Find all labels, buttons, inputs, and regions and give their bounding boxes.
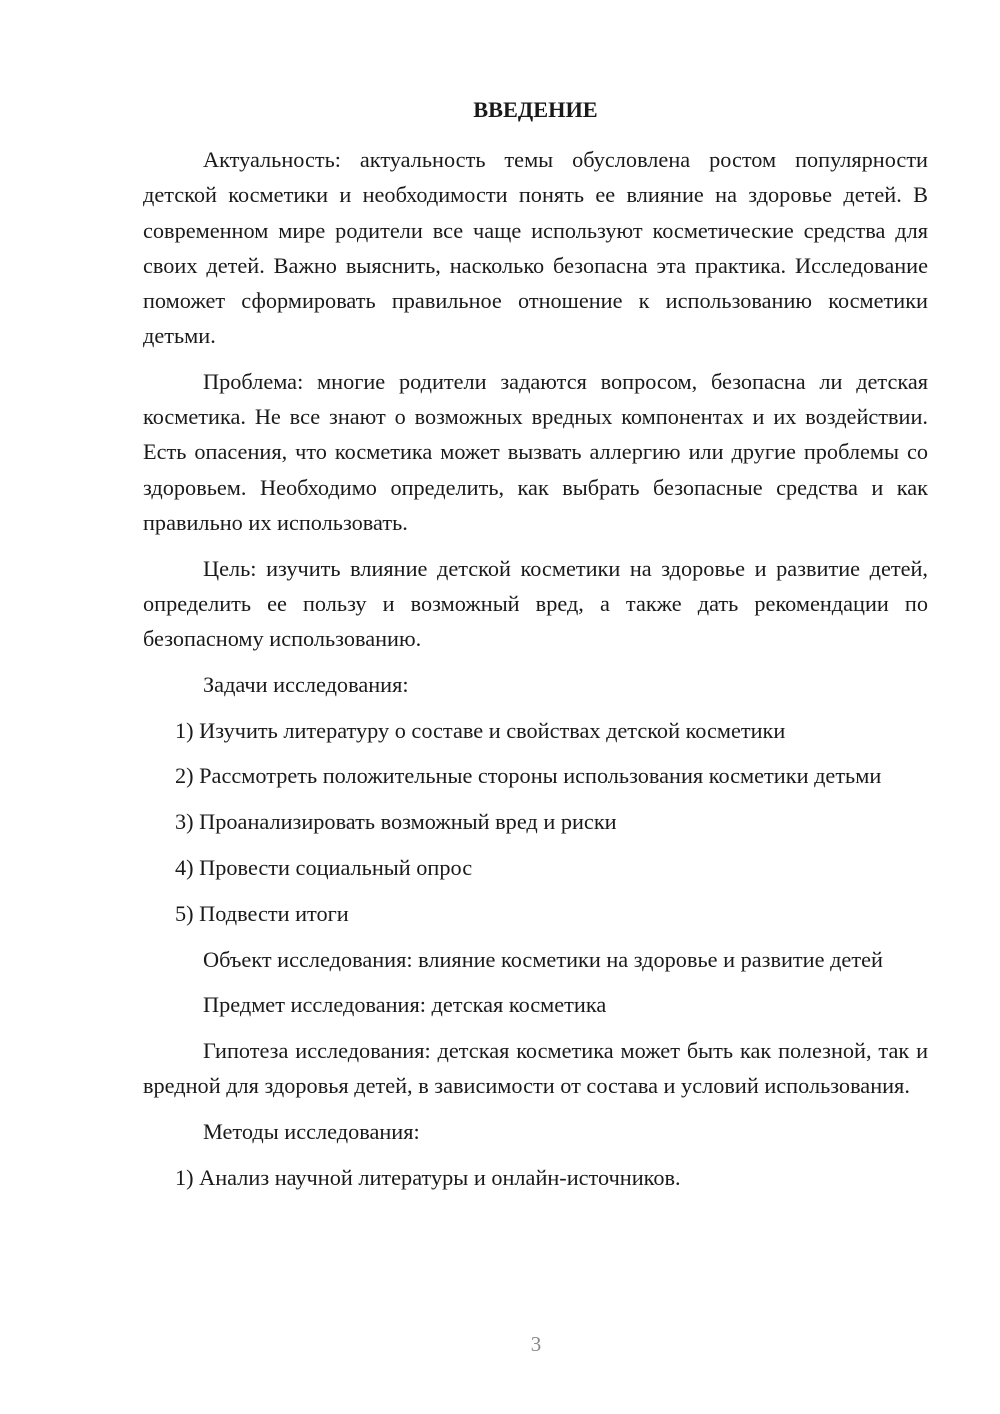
list-item: 1) Изучить литературу о составе и свойствах детской косметики — [175, 717, 786, 743]
list-item: 4) Провести социальный опрос — [175, 855, 473, 881]
section-title: ВВЕДЕНИЕ — [473, 97, 598, 122]
list-item: 3) Проанализировать возможный вред и риски — [175, 809, 617, 835]
paragraph: Методы исследования: — [203, 1119, 420, 1145]
paragraph: Цель: изучить влияние детской косметики на здоровье и развитие детей, определить ее пользу и возможный вред, а также дать рекомендации по безопасному использованию. — [143, 555, 928, 652]
paragraph: Задачи исследования: — [203, 671, 409, 697]
paragraph: Проблема: многие родители задаются вопросом, безопасна ли детская косметика. Не все знают о возможных вредных компонентах и их воздействии. Есть опасения, что косметика может вызвать аллергию или другие проблемы со здоровьем. Необходимо определить, как выбрать безопасные средства и как правильно их использовать. — [143, 369, 928, 535]
page-number: 3 — [530, 1332, 542, 1356]
paragraph: Предмет исследования: детская косметика — [203, 992, 607, 1018]
paragraph: Актуальность: актуальность темы обусловлена ростом популярности детской косметики и необходимости понять ее влияние на здоровье детей. В современном мире родители все чаще используют косметические средства для своих детей. Важно выяснить, насколько безопасна эта практика. Исследование поможет сформировать правильное отношение к использованию косметики детьми. — [143, 147, 928, 349]
list-item: 5) Подвести итоги — [175, 900, 349, 926]
paragraph: Объект исследования: влияние косметики на здоровье и развитие детей — [203, 946, 883, 972]
list-item: 2) Рассмотреть положительные стороны использования косметики детьми — [175, 763, 882, 789]
body-text — [143, 142, 928, 1195]
paragraph: Гипотеза исследования: детская косметика может быть как полезной, так и вредной для здоровья детей, в зависимости от состава и условий использования. — [143, 1038, 928, 1099]
list-item: 1) Анализ научной литературы и онлайн-источников. — [175, 1165, 681, 1190]
document-page — [143, 92, 928, 1206]
